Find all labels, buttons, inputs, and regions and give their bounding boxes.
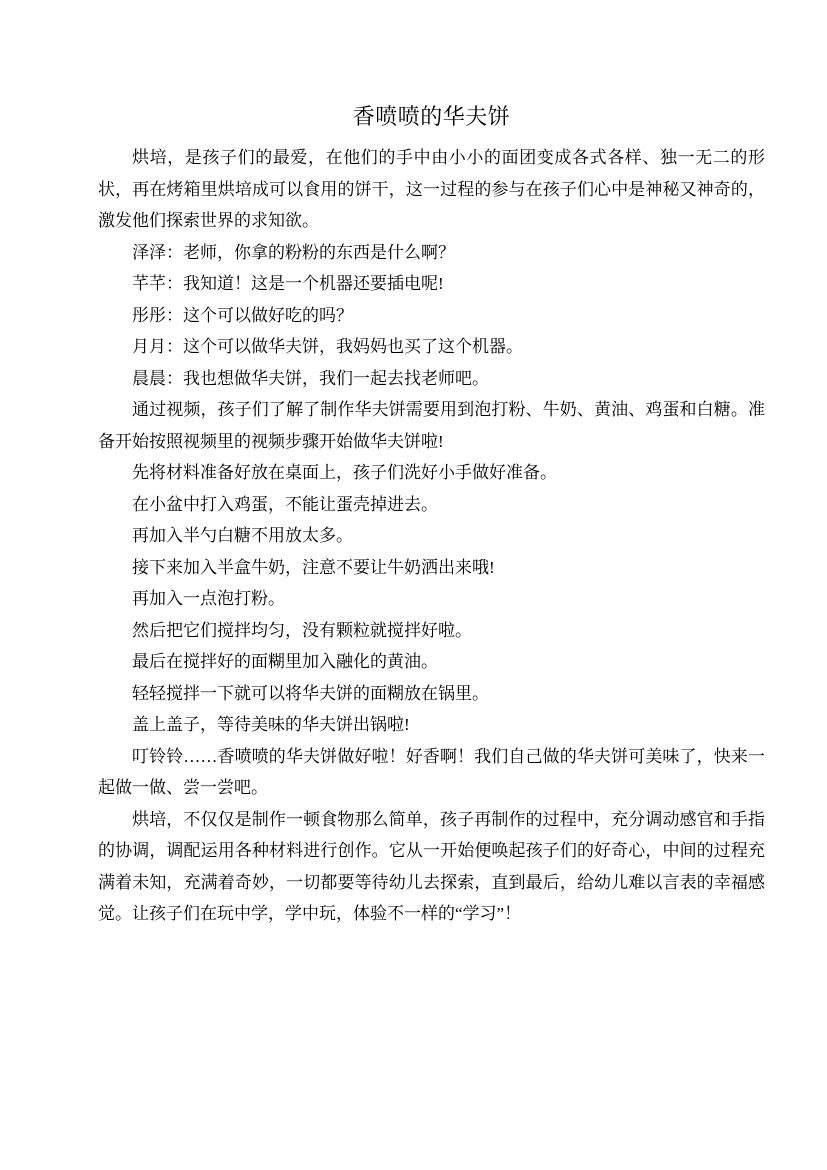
paragraph-dialogue-zeze: 泽泽：老师，你拿的粉粉的东西是什么啊？ xyxy=(132,242,455,262)
paragraph-step-baking-powder: 再加入一点泡打粉。 xyxy=(132,589,285,608)
paragraph-dialogue-chenchen: 晨晨：我也想做华夫饼，我们一起去找老师吧。 xyxy=(132,368,489,388)
paragraph-step-pan: 轻轻搅拌一下就可以将华夫饼的面糊放在锅里。 xyxy=(132,683,489,703)
paragraph-conclusion: 烘培，不仅仅是制作一顿食物那么简单，孩子再制作的过程中，充分调动感官和手指的协调，调配运用各种材料进行创作。它从一开始便唤起孩子们的好奇心，中间的过程充满着未知，充满着奇妙，一切都要等待幼儿去探索，直到最后，给幼儿难以言表的幸福感觉。让孩子们在玩中学，学中玩，体验不一样的“学习”！ xyxy=(98,809,765,923)
paragraph-video-intro: 通过视频，孩子们了解了制作华夫饼需要用到泡打粉、牛奶、黄油、鸡蛋和白糖。准备开始按照视频里的视频步骤开始做华夫饼啦! xyxy=(98,400,765,451)
document-title: 香喷喷的华夫饼 xyxy=(352,104,511,129)
paragraph-step-egg: 在小盆中打入鸡蛋，不能让蛋壳掉进去。 xyxy=(132,494,438,514)
paragraph-step-butter: 最后在搅拌好的面糊里加入融化的黄油。 xyxy=(132,652,438,671)
paragraph-step-stir: 然后把它们搅拌均匀，没有颗粒就搅拌好啦。 xyxy=(132,620,472,640)
paragraph-step-lid: 盖上盖子，等待美味的华夫饼出锅啦! xyxy=(132,715,410,734)
paragraph-dialogue-qianqian: 芊芊：我知道！这是一个机器还要插电呢! xyxy=(132,274,444,293)
paragraph-dialogue-yueyue: 月月：这个可以做华夫饼，我妈妈也买了这个机器。 xyxy=(132,337,523,356)
paragraph-finish: 叮铃铃……香喷喷的华夫饼做好啦！好香啊！我们自己做的华夫饼可美味了，快来一起做一做、尝一尝吧。 xyxy=(98,746,765,797)
paragraph-step-sugar: 再加入半勺白糖不用放太多。 xyxy=(132,526,353,545)
paragraph-step-milk: 接下来加入半盒牛奶，注意不要让牛奶洒出来哦! xyxy=(132,557,495,577)
paragraph-dialogue-tongtong: 彤彤：这个可以做好吃的吗？ xyxy=(132,305,353,325)
paragraph-intro: 烘培，是孩子们的最爱，在他们的手中由小小的面团变成各式各样、独一无二的形状，再在烤箱里烘培成可以食用的饼干，这一过程的参与在孩子们心中是神秘又神奇的，激发他们探索世界的求知欲。 xyxy=(98,148,765,230)
paragraph-step-prepare: 先将材料准备好放在桌面上，孩子们洗好小手做好准备。 xyxy=(132,463,557,482)
